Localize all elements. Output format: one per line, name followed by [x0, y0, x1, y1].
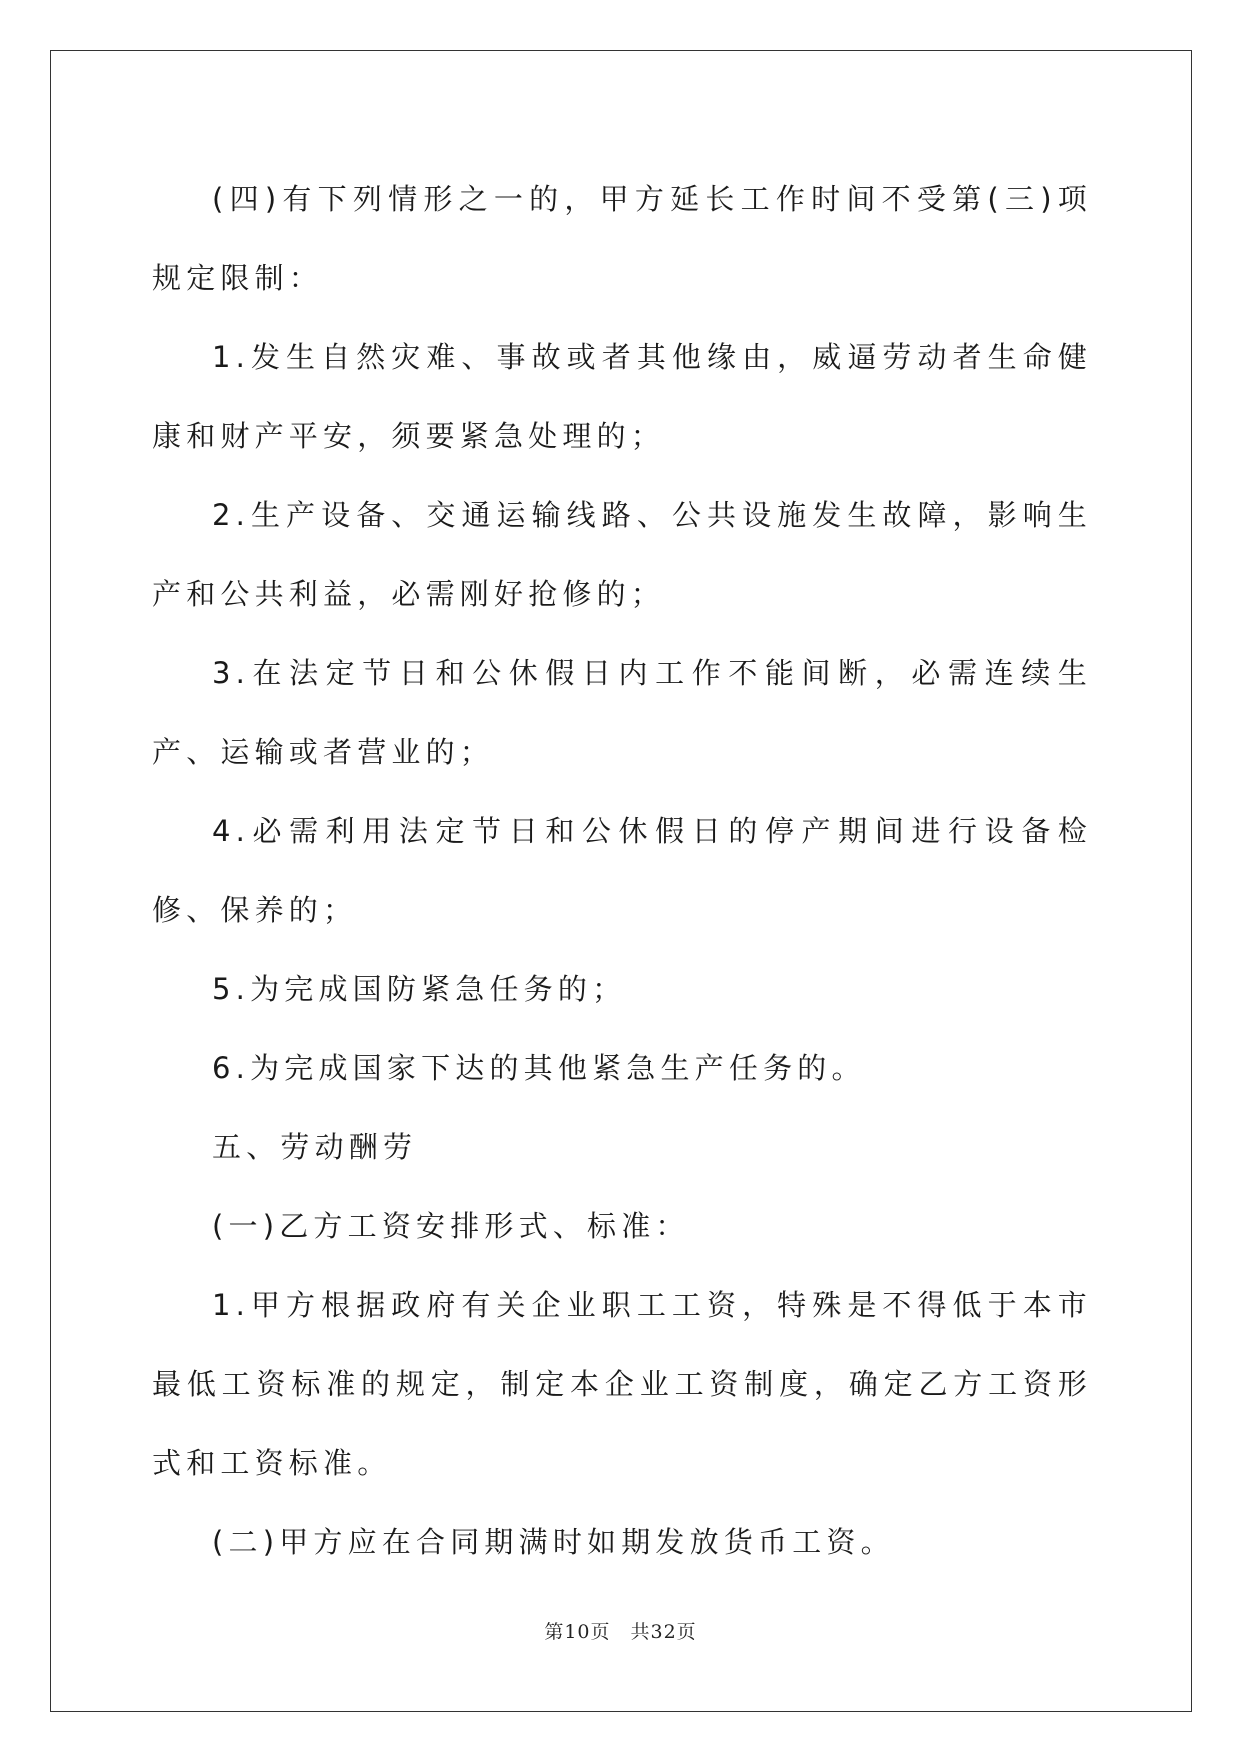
paragraph-item-6: 6.为完成国家下达的其他紧急生产任务的。 — [212, 1051, 866, 1085]
paragraph-item-5: 5.为完成国防紧急任务的； — [212, 972, 627, 1006]
paragraph-item-3: 3.在法定节日和公休假日内工作不能间断，必需连续生产、运输或者营业的； — [152, 656, 1092, 769]
paragraph-item-2: 2.生产设备、交通运输线路、公共设施发生故障，影响生产和公共利益，必需刚好抢修的； — [152, 498, 1092, 611]
paragraph-overtime-exceptions: (四)有下列情形之一的，甲方延长工作时间不受第(三)项规定限制： — [152, 182, 1092, 295]
page-number-label: 第10页 共32页 — [544, 1621, 697, 1643]
paragraph-item-4: 4.必需利用法定节日和公休假日的停产期间进行设备检修、保养的； — [152, 814, 1092, 927]
paragraph-wage-form: (一)乙方工资安排形式、标准： — [212, 1209, 690, 1243]
document-body — [152, 160, 1092, 1582]
paragraph-wage-payment: (二)甲方应在合同期满时如期发放货币工资。 — [212, 1525, 895, 1559]
paragraph-item-1: 1.发生自然灾难、事故或者其他缘由，威逼劳动者生命健康和财产平安，须要紧急处理的； — [152, 340, 1092, 453]
section-heading-compensation: 五、劳动酬劳 — [212, 1130, 418, 1164]
paragraph-wage-standard: 1.甲方根据政府有关企业职工工资，特殊是不得低于本市最低工资标准的规定，制定本企业工资制度，确定乙方工资形式和工资标准。 — [152, 1288, 1092, 1480]
page-number-footer — [0, 1617, 1241, 1644]
